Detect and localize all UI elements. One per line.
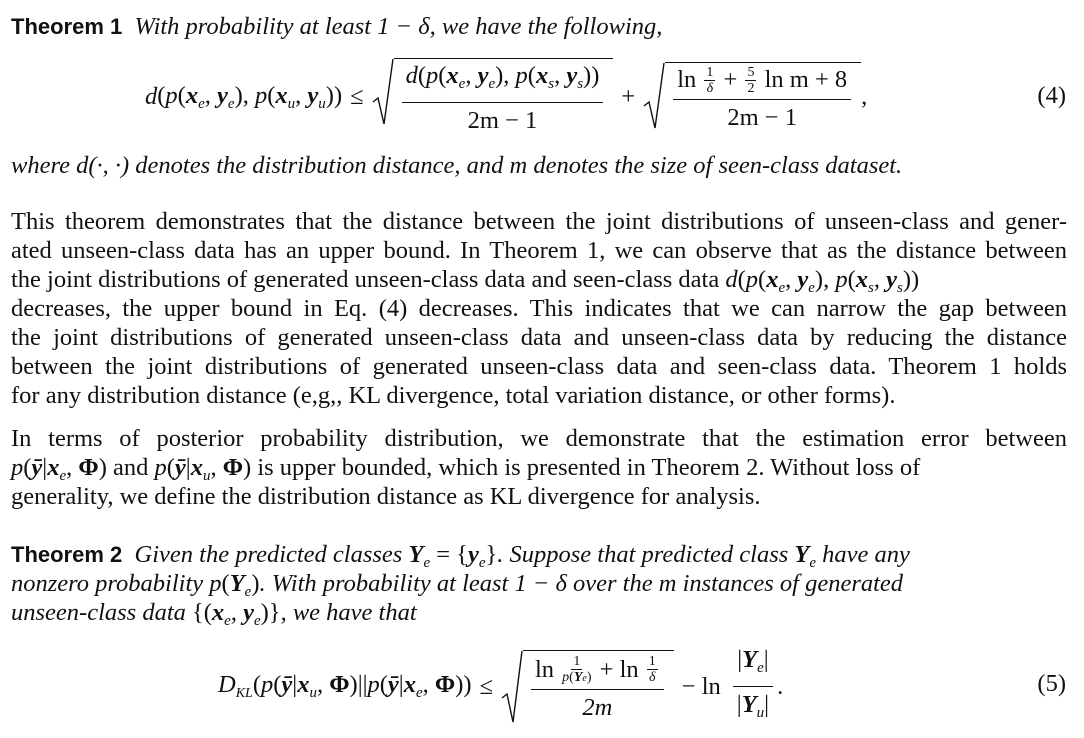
eq4-comma: , xyxy=(861,83,868,110)
theorem2-line-2: nonzero probability $p(Y_e)$. With probability at least 1 − δ over the m instances of generated xyxy=(11,570,904,600)
para2-line-1: In terms of posterior probability distribution, we demonstrate that the estimation error between xyxy=(11,425,1067,452)
eq5-leq: ≤ xyxy=(479,672,493,700)
eq4-sqrt-2 xyxy=(643,62,861,133)
para1-line-3: the joint distributions of generated unseen-class data and seen-class data $d(p(x_e$, $y_e$), $p(x_s$, $y_s$)) xyxy=(11,266,920,296)
theorem1-statement: With probability at least 1 − δ, we have the following, xyxy=(134,13,663,40)
para1-line-5: the joint distributions of generated unseen-class data and unseen-class data by reducing the distance xyxy=(11,324,1067,351)
theorem1-label: Theorem 1 xyxy=(11,14,123,39)
eq4-sqrt-1 xyxy=(372,58,614,136)
para1-line-2: ated unseen-class data has an upper bound. In Theorem 1, we can observe that as the distance between xyxy=(11,237,1067,264)
para1-line-7: for any distribution distance (e,g,, KL divergence, total variation distance, or other forms). xyxy=(11,382,896,409)
eq4-lhs-args: ($p(x_e$, $y_e$), $p(x_u$, $y_u$)) xyxy=(157,81,343,112)
eq4-fraction-2 xyxy=(673,65,851,133)
eq5-ratio: $\frac{|Y_e|}{|Y_u|}$ xyxy=(733,645,773,728)
eq4-plus: + xyxy=(621,83,636,110)
eq5-period: . xyxy=(777,672,784,700)
eq4-leq: ≤ xyxy=(350,83,364,110)
eq4-frac2-numerator: ln 1 δ + $\frac{5}{2}$ ln m + 8 xyxy=(673,65,851,100)
eq5-sqrt xyxy=(501,650,674,724)
theorem1-statement-line xyxy=(11,12,662,41)
equation-4 xyxy=(145,58,867,136)
eq5-numerator: ln 1 p(Ye) + ln 1 δ xyxy=(531,654,664,690)
theorem2-label: Theorem 2 xyxy=(11,542,123,567)
eq4-frac2-denominator: 2m − 1 xyxy=(727,103,797,131)
eq5-minus-ln: − ln xyxy=(681,672,721,700)
eq5-fraction xyxy=(531,654,664,723)
equation-5-number: (5) xyxy=(1037,670,1066,697)
theorem2-line-1: Theorem 2 Given the predicted classes $Y_e = \{y_e\}$. Suppose that predicted class $Y_e$ have any xyxy=(11,541,910,571)
para1-line-6: between the joint distributions of generated unseen-class data and seen-class data. Theorem 1 holds xyxy=(11,353,1067,380)
eq5-denominator: 2m xyxy=(582,693,613,721)
eq4-fraction-1 xyxy=(402,61,604,136)
equation-4-number: (4) xyxy=(1037,82,1066,109)
theorem2-line-3: unseen-class data {($x_e$, $y_e$)}, we have that xyxy=(11,599,417,629)
para2-line-2: $p(ȳ|x_e$, Φ) and $p(ȳ|x_u$, Φ) is upper bounded, which is presented in Theorem 2. Without loss of xyxy=(11,454,921,484)
eq5-lhs: $D_{KL}(p(ȳ|x_u$, $\Phi)||p(ȳ|x_e$, Φ)) xyxy=(218,671,472,701)
eq4-frac1-denominator: 2m − 1 xyxy=(467,107,538,134)
para1-line-1: This theorem demonstrates that the distance between the joint distributions of unseen-class and gener- xyxy=(11,208,1067,235)
eq4-lhs-d: d xyxy=(145,83,158,110)
theorem1-where: where d(·, ·) denotes the distribution distance, and m denotes the size of seen-class dataset. xyxy=(11,152,903,179)
para1-line-4: decreases, the upper bound in Eq. (4) decreases. This indicates that we can narrow the gap between xyxy=(11,295,1067,322)
para2-line-3: generality, we define the distribution distance as KL divergence for analysis. xyxy=(11,483,761,510)
equation-5 xyxy=(218,645,783,728)
eq4-frac1-numerator: $d(p(x_e$, $y_e$), $p(x_s$, $y_s$)) xyxy=(402,61,604,103)
